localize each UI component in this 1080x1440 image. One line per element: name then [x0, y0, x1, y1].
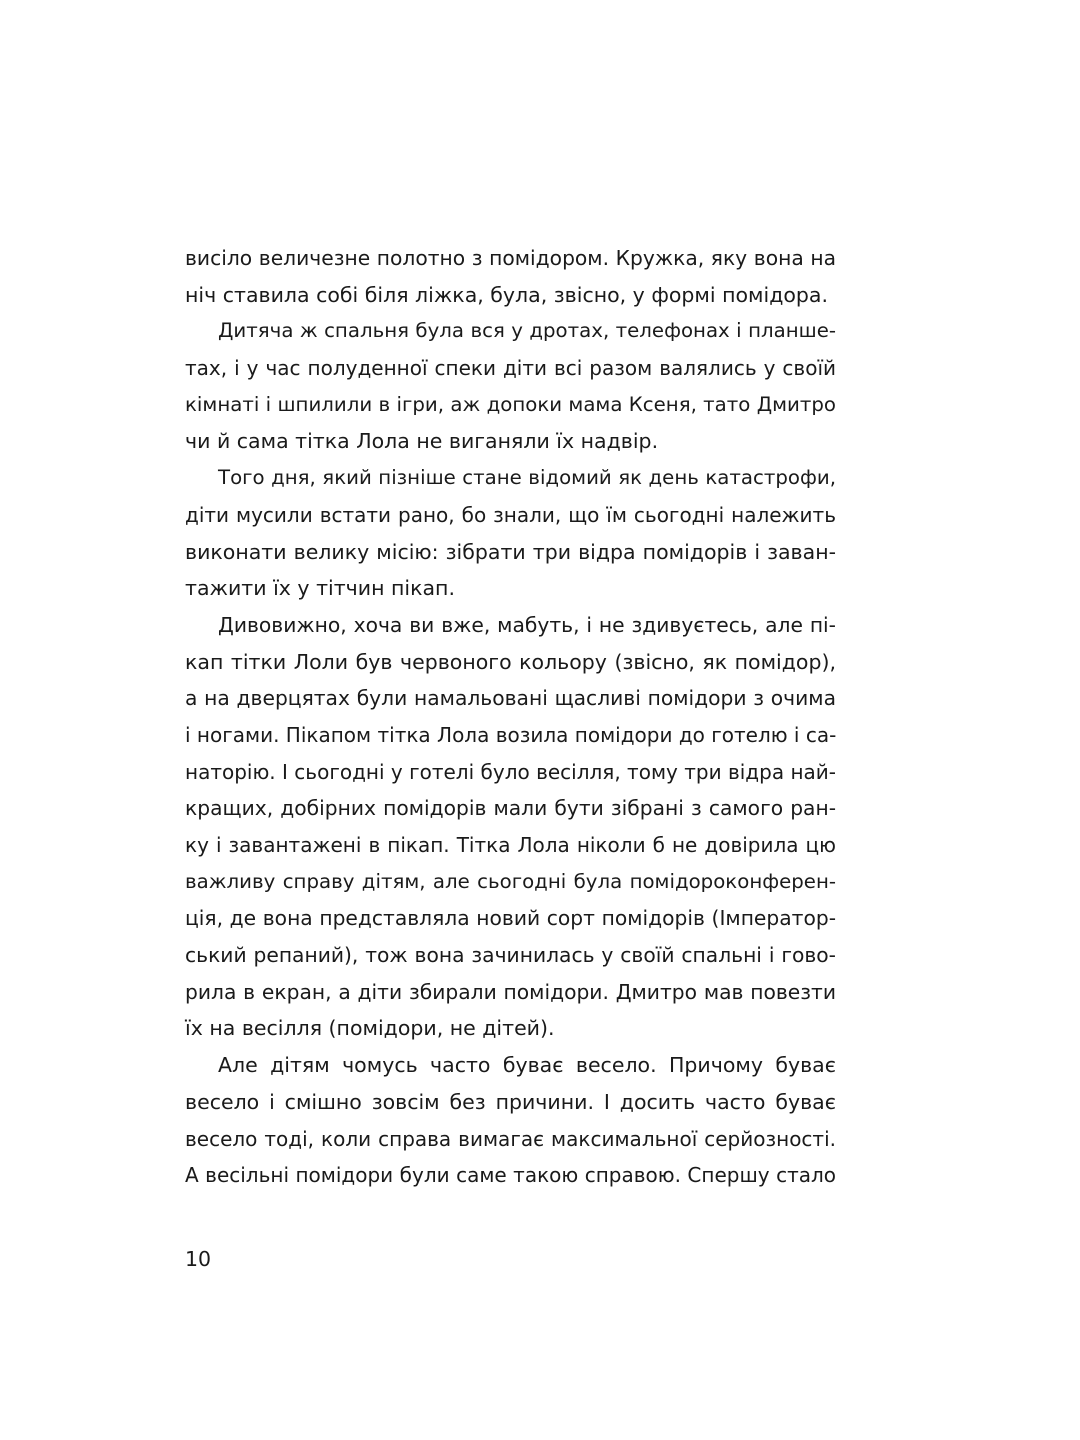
text-line: висіло величезне полотно з помідором. Кружка, яку вона на [185, 246, 836, 270]
text-line: Того дня, який пізніше стане відомий як день катастрофи, [218, 466, 836, 490]
text-line: чи й сама тітка Лола не виганяли їх надвір. [185, 429, 659, 454]
text-line: Дитяча ж спальня була вся у дротах, телефонах і планше- [218, 319, 836, 343]
body-text [185, 240, 836, 1194]
text-line: кращих, добірних помідорів мали бути зібрані з самого ран- [185, 796, 836, 821]
text-line: їх на весілля (помідори, не дітей). [185, 1016, 555, 1041]
text-line: виконати велику місію: зібрати три відра помідорів і заван- [185, 539, 836, 564]
text-line: діти мусили встати рано, бо знали, що їм сьогодні належить [185, 502, 836, 527]
text-line: Але дітям чомусь часто буває весело. Причому буває [218, 1053, 836, 1078]
text-line: і ногами. Пікапом тітка Лола возила помідори до готелю і са- [185, 722, 837, 747]
text-line: А весільні помідори були саме такою справою. Спершу стало [185, 1163, 836, 1188]
text-line: ція, де вона представляла новий сорт помідорів (Імператор- [185, 906, 836, 931]
text-line: тажити їх у тітчин пікап. [185, 576, 455, 601]
text-line: ку і завантажені в пікап. Тітка Лола ніколи б не довірила цю [185, 833, 836, 857]
text-line: кап тітки Лоли був червоного кольору (звісно, як помідор), [185, 649, 836, 674]
text-line: а на дверцятах були намальовані щасливі помідори з очима [185, 686, 836, 711]
text-line: весело і смішно зовсім без причини. І досить часто буває [185, 1089, 836, 1114]
text-line: рила в екран, а діти збирали помідори. Дмитро мав повезти [185, 979, 836, 1004]
text-line: ський репаний), тож вона зачинилась у своїй спальні і гово- [185, 943, 836, 968]
page-number: 10 [185, 1247, 212, 1271]
text-line: важливу справу дітям, але сьогодні була помідороконферен- [185, 869, 836, 893]
text-line: ніч ставила собі біля ліжка, була, звісно, у формі помідора. [185, 282, 829, 307]
text-line: наторію. І сьогодні у готелі було весілля, тому три відра най- [185, 759, 836, 784]
text-line: Дивовижно, хоча ви вже, мабуть, і не здивуєтесь, але пі- [218, 612, 836, 637]
text-line: кімнаті і шпилили в ігри, аж допоки мама Ксеня, тато Дмитро [185, 392, 836, 416]
text-line: весело тоді, коли справа вимагає максимальної серйозності. [185, 1126, 836, 1151]
text-line: тах, і у час полуденної спеки діти всі разом валялись у своїй [185, 356, 836, 381]
